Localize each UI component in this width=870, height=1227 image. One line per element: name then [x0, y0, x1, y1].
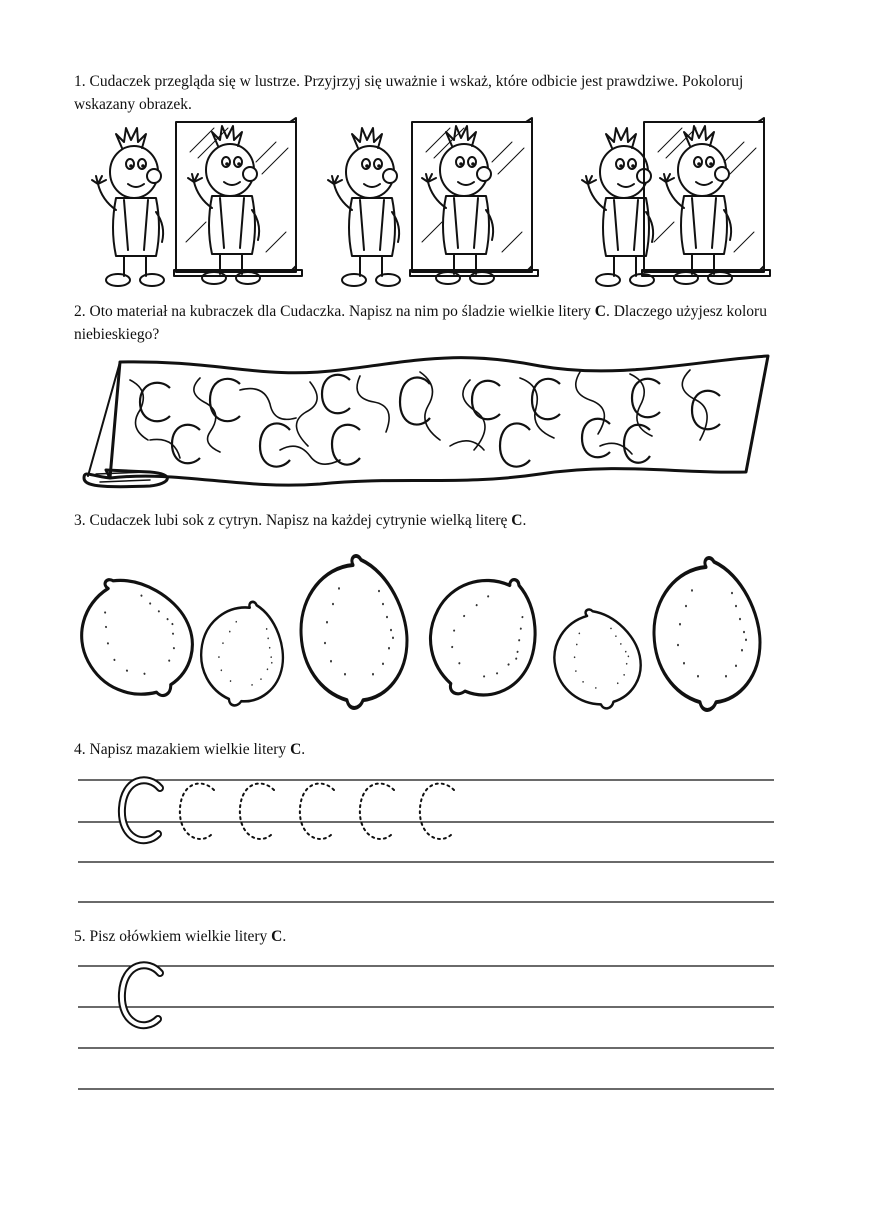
letter-c-trace[interactable]	[240, 784, 274, 839]
letter-c-trace[interactable]	[180, 784, 214, 839]
task-3-instruction	[74, 509, 774, 532]
cudaczek-reflection-icon	[660, 126, 732, 284]
lemon-icon[interactable]	[301, 556, 407, 708]
task-2-text-rest: . Dlaczego użyjesz koloru niebieskiego?	[74, 303, 767, 343]
letter-c-icon	[122, 965, 160, 1025]
writing-lines-task-4[interactable]	[78, 780, 774, 902]
task-5-text: 5. Pisz ołówkiem wielkie litery	[74, 928, 272, 945]
cudaczek-reflection-icon	[188, 126, 260, 284]
letter-c-trace[interactable]	[360, 784, 394, 839]
task-3-text: 3. Cudaczek lubi sok z cytryn. Napisz na każdej cytrynie wielką literę	[74, 512, 512, 529]
task-3-bold-letter: C	[511, 512, 523, 529]
lemon-icon[interactable]	[193, 594, 293, 712]
task-2-instruction	[74, 300, 774, 346]
task-4-bold-letter: C	[290, 741, 302, 758]
task-4-text: 4. Napisz mazakiem wielkie litery	[74, 741, 291, 758]
task-1-text: 1. Cudaczek przegląda się w lustrze. Przyjrzyj się uważnie i wskaż, które odbicie jest prawdziwe. Pokoloruj wskazany obrazek.	[74, 73, 744, 113]
cudaczek-character-icon	[92, 128, 164, 286]
fabric-roll-icon[interactable]	[84, 356, 768, 487]
lemon-icon[interactable]	[59, 556, 213, 719]
task-4-instruction	[74, 738, 774, 761]
task-5-bold-letter: C	[271, 928, 283, 945]
letter-c-trace[interactable]	[300, 784, 334, 839]
task-5-instruction	[74, 925, 774, 948]
task-4-text-rest: .	[301, 741, 306, 758]
task-2-bold-letter: C	[594, 303, 606, 320]
task-2-text: 2. Oto materiał na kubraczek dla Cudaczka. Napisz na nim po śladzie wielkie litery	[74, 303, 595, 320]
task-5-text-rest: .	[282, 928, 287, 945]
writing-lines-task-5[interactable]	[78, 965, 774, 1089]
lemon-icon[interactable]	[545, 601, 649, 717]
letter-c-trace[interactable]	[420, 784, 454, 839]
cudaczek-character-icon	[328, 128, 400, 286]
character-mirror-pair-2[interactable]	[328, 118, 538, 286]
lemon-row	[59, 554, 760, 719]
letter-c-icon	[122, 780, 160, 840]
task-3-text-rest: .	[522, 512, 527, 529]
lemon-icon[interactable]	[407, 554, 561, 717]
cudaczek-reflection-icon	[422, 126, 494, 284]
character-mirror-pair-1[interactable]	[92, 118, 302, 286]
lemon-icon[interactable]	[654, 558, 760, 710]
character-mirror-pair-3[interactable]	[582, 118, 770, 286]
